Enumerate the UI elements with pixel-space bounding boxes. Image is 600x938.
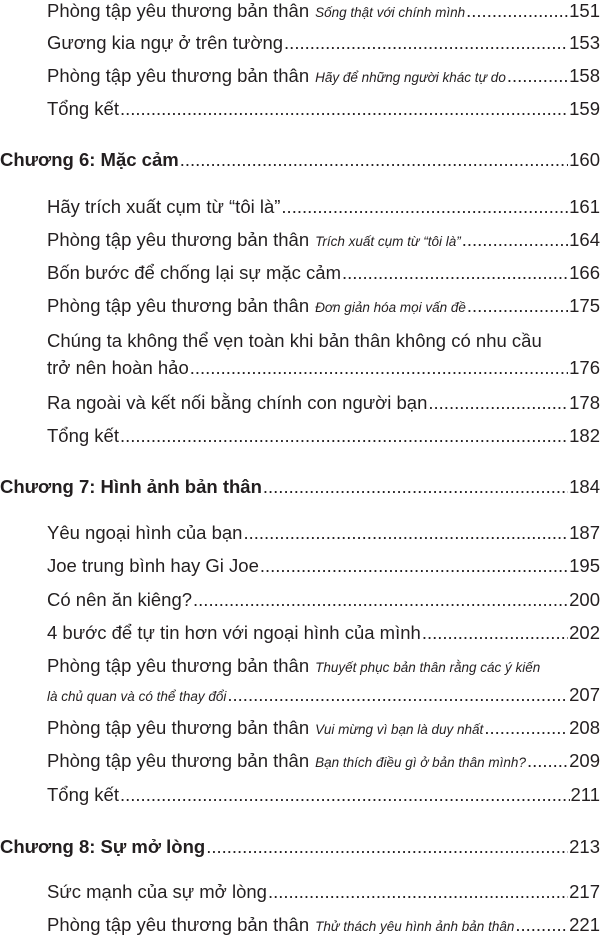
entry-subtitle: Hãy để những người khác tự do	[315, 67, 506, 89]
entry-title: Phòng tập yêu thương bản thân	[47, 750, 309, 772]
leader-dots	[227, 684, 568, 706]
chapter-title: Chương 8: Sự mở lòng	[0, 836, 205, 858]
leader-dots	[422, 622, 568, 644]
toc-entry-continuation	[47, 357, 600, 379]
page-number: 209	[569, 750, 600, 772]
page-number: 159	[569, 98, 600, 120]
chapter-heading	[0, 836, 600, 858]
entry-title: Phòng tập yêu thương bản thân	[47, 229, 309, 251]
entry-title: Phòng tập yêu thương bản thân	[47, 295, 309, 317]
leader-dots	[120, 784, 570, 806]
page-number: 178	[569, 392, 600, 414]
leader-dots	[180, 149, 568, 171]
leader-dots	[284, 32, 568, 54]
page-number: 217	[569, 881, 600, 903]
entry-subtitle: Vui mừng vì bạn là duy nhất	[315, 719, 483, 741]
page-number: 153	[569, 32, 600, 54]
page-number: 184	[569, 476, 600, 498]
toc-entry	[47, 0, 600, 24]
page-number: 175	[569, 295, 600, 317]
page-number: 166	[569, 262, 600, 284]
leader-dots	[515, 914, 568, 936]
toc-entry	[47, 196, 600, 218]
leader-dots	[190, 357, 568, 379]
toc-entry	[47, 784, 600, 806]
toc-entry	[47, 98, 600, 120]
entry-title: Ra ngoài và kết nối bằng chính con người bạn	[47, 392, 427, 414]
chapter-heading	[0, 149, 600, 171]
toc-entry	[47, 881, 600, 903]
entry-title: Yêu ngoại hình của bạn	[47, 522, 242, 544]
page-number: 213	[569, 836, 600, 858]
entry-title: Tổng kết	[47, 98, 119, 120]
entry-title: Chúng ta không thể vẹn toàn khi bản thân không có nhu cầu	[47, 330, 542, 352]
leader-dots	[193, 589, 568, 611]
chapter-title: Chương 6: Mặc cảm	[0, 149, 179, 171]
page-number: 221	[569, 914, 600, 936]
leader-dots	[120, 98, 568, 120]
entry-title: 4 bước để tự tin hơn với ngoại hình của mình	[47, 622, 421, 644]
page-number: 187	[569, 522, 600, 544]
entry-subtitle: Trích xuất cụm từ “tôi là”	[315, 231, 461, 253]
leader-dots	[507, 65, 568, 87]
entry-title: Phòng tập yêu thương bản thân	[47, 914, 309, 936]
entry-title: Gương kia ngự ở trên tường	[47, 32, 283, 54]
entry-title: trở nên hoàn hảo	[47, 357, 189, 379]
entry-title: Phòng tập yêu thương bản thân	[47, 0, 309, 22]
leader-dots	[260, 555, 568, 577]
toc-entry	[47, 750, 600, 774]
entry-title: Hãy trích xuất cụm từ “tôi là”	[47, 196, 280, 218]
toc-entry	[47, 229, 600, 253]
leader-dots	[466, 0, 568, 22]
page-number: 158	[569, 65, 600, 87]
toc-entry	[47, 589, 600, 611]
entry-title: Tổng kết	[47, 784, 119, 806]
page-number: 160	[569, 149, 600, 171]
toc-entry	[47, 522, 600, 544]
page-number: 195	[569, 555, 600, 577]
chapter-heading	[0, 476, 600, 498]
entry-subtitle: Đơn giản hóa mọi vấn đề	[315, 297, 466, 319]
entry-title: Phòng tập yêu thương bản thân	[47, 655, 309, 677]
toc-entry	[47, 392, 600, 414]
toc-entry	[47, 914, 600, 938]
toc-entry	[47, 622, 600, 644]
page-number: 200	[569, 589, 600, 611]
leader-dots	[206, 836, 568, 858]
leader-dots	[263, 476, 568, 498]
entry-subtitle: Thuyết phục bản thân rằng các ý kiến	[315, 657, 540, 679]
leader-dots	[281, 196, 568, 218]
page-number: 182	[569, 425, 600, 447]
toc-entry	[47, 65, 600, 89]
entry-subtitle: Bạn thích điều gì ở bản thân mình?	[315, 752, 526, 774]
leader-dots	[268, 881, 568, 903]
entry-title: Joe trung bình hay Gi Joe	[47, 555, 259, 577]
entry-title: Sức mạnh của sự mở lòng	[47, 881, 267, 903]
toc-entry	[47, 295, 600, 319]
page-number: 207	[569, 684, 600, 706]
leader-dots	[120, 425, 568, 447]
toc-entry	[47, 32, 600, 54]
toc-entry	[47, 655, 600, 679]
leader-dots	[462, 229, 568, 251]
leader-dots	[342, 262, 568, 284]
leader-dots	[527, 750, 568, 772]
entry-title: Có nên ăn kiêng?	[47, 589, 192, 611]
entry-title: Tổng kết	[47, 425, 119, 447]
toc-entry-continuation	[47, 684, 600, 708]
leader-dots	[428, 392, 568, 414]
leader-dots	[484, 717, 568, 739]
entry-subtitle: Thử thách yêu hình ảnh bản thân	[315, 916, 514, 938]
page-number: 211	[571, 784, 600, 806]
entry-subtitle: là chủ quan và có thể thay đổi	[47, 686, 226, 708]
entry-subtitle: Sống thật với chính mình	[315, 2, 465, 24]
page-number: 151	[569, 0, 600, 22]
toc-entry	[47, 330, 600, 352]
toc-entry	[47, 425, 600, 447]
page-number: 208	[569, 717, 600, 739]
leader-dots	[243, 522, 568, 544]
entry-title: Phòng tập yêu thương bản thân	[47, 717, 309, 739]
toc-entry	[47, 717, 600, 741]
toc-entry	[47, 555, 600, 577]
page-number: 202	[569, 622, 600, 644]
entry-title: Bốn bước để chống lại sự mặc cảm	[47, 262, 341, 284]
page-number: 161	[569, 196, 600, 218]
toc-entry	[47, 262, 600, 284]
chapter-title: Chương 7: Hình ảnh bản thân	[0, 476, 262, 498]
leader-dots	[467, 295, 568, 317]
page-number: 176	[569, 357, 600, 379]
entry-title: Phòng tập yêu thương bản thân	[47, 65, 309, 87]
page-number: 164	[569, 229, 600, 251]
